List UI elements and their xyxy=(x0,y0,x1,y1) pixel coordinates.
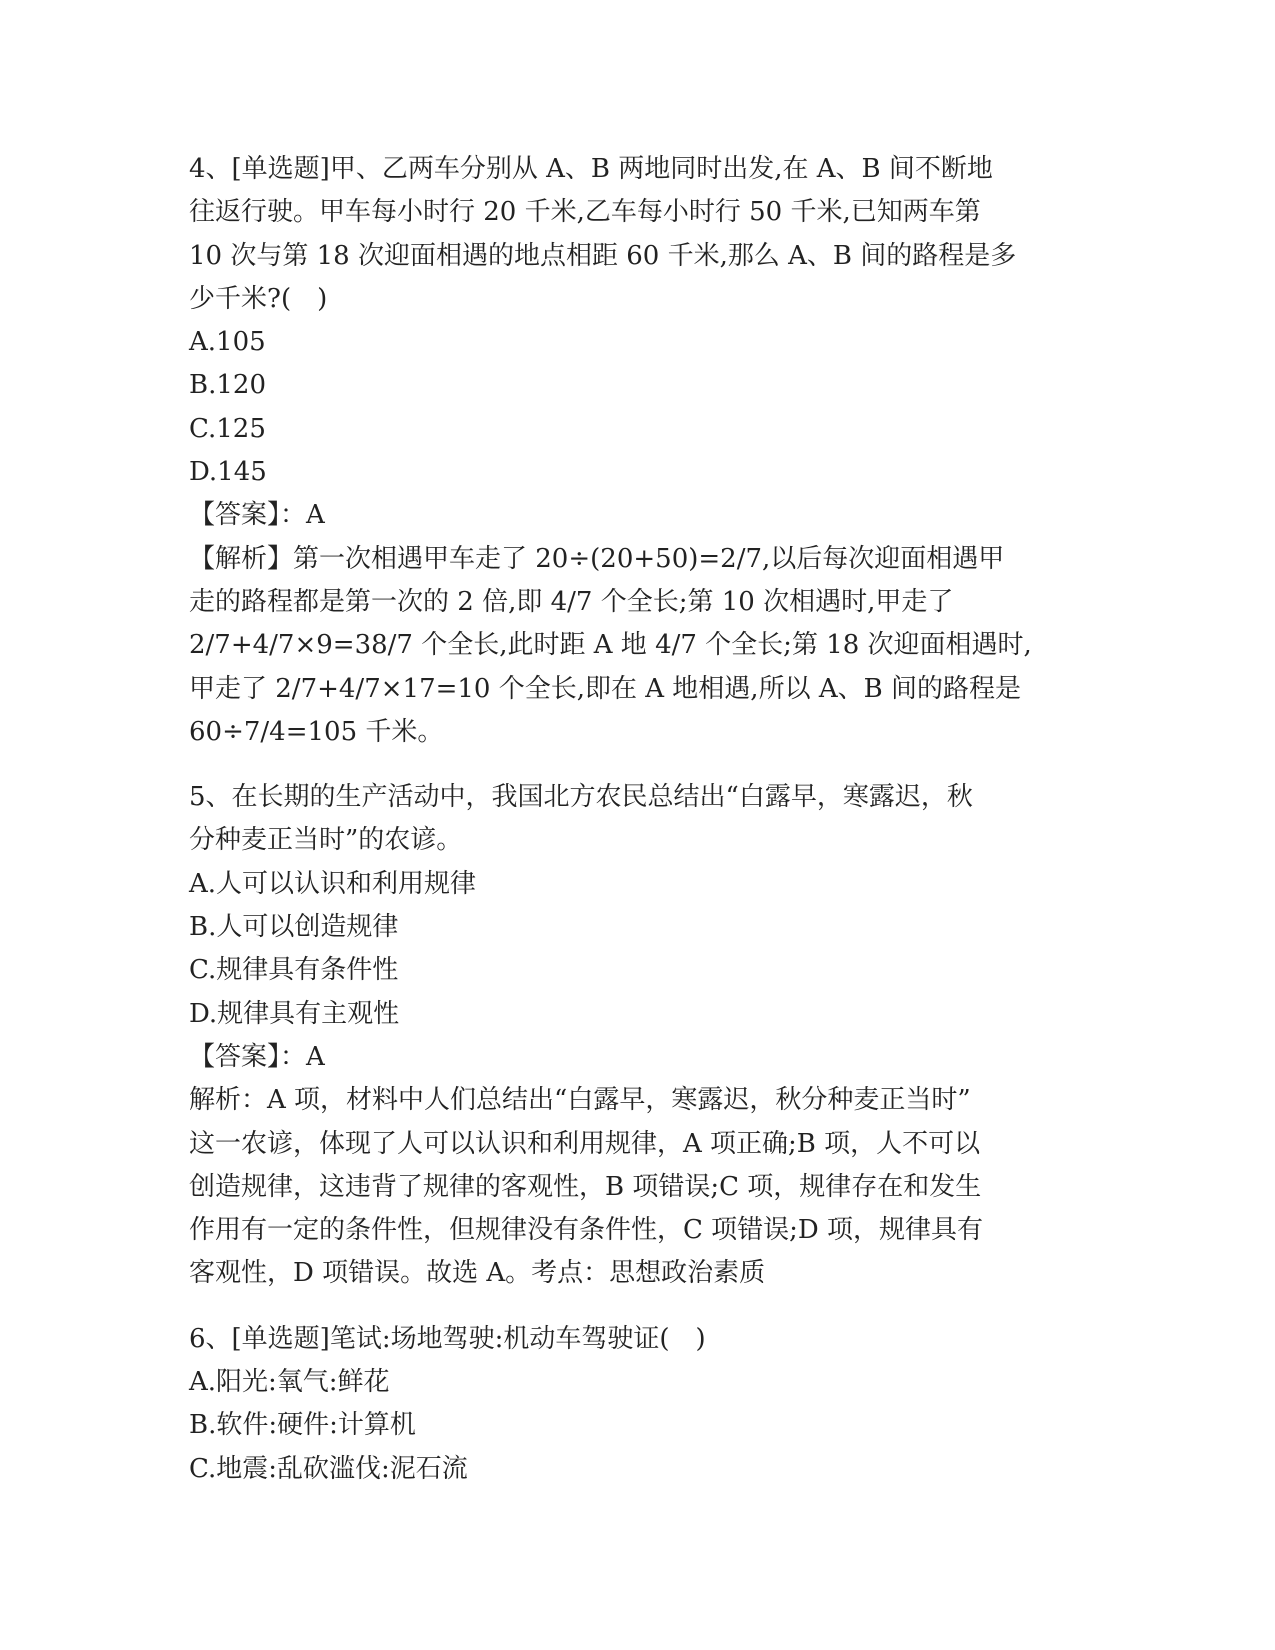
option-b: B.人可以创造规律 xyxy=(189,912,399,943)
analysis-line: 这一农谚，体现了人可以认识和利用规律，A 项正确;B 项，人不可以 xyxy=(189,1128,981,1159)
analysis-line: 作用有一定的条件性，但规律没有条件性，C 项错误;D 项，规律具有 xyxy=(189,1215,984,1246)
answer-line: 【答案】：A xyxy=(189,1041,325,1072)
question-4 xyxy=(189,148,1089,754)
option-c: C.地震:乱砍滥伐:泥石流 xyxy=(189,1453,468,1484)
option-b: B.120 xyxy=(189,370,266,401)
question-stem-line: 6、[单选题]笔试:场地驾驶:机动车驾驶证( ) xyxy=(189,1323,706,1354)
analysis-line: 创造规律，这违背了规律的客观性，B 项错误;C 项，规律存在和发生 xyxy=(189,1171,982,1202)
question-5 xyxy=(189,776,1089,1296)
question-stem-line: 10 次与第 18 次迎面相遇的地点相距 60 千米,那么 A、B 间的路程是多 xyxy=(189,240,1017,271)
option-a: A.105 xyxy=(189,327,266,358)
option-d: D.规律具有主观性 xyxy=(189,998,400,1029)
analysis-line: 60÷7/4=105 千米。 xyxy=(189,716,444,747)
analysis-line: 走的路程都是第一次的 2 倍,即 4/7 个全长;第 10 次相遇时,甲走了 xyxy=(189,586,954,617)
question-stem-line: 4、[单选题]甲、乙两车分别从 A、B 两地同时出发,在 A、B 间不断地 xyxy=(189,154,993,184)
option-a: A.人可以认识和利用规律 xyxy=(189,868,477,899)
question-6 xyxy=(189,1318,1089,1491)
analysis-line: 解析：A 项，材料中人们总结出“白露早，寒露迟，秋分种麦正当时” xyxy=(189,1085,971,1116)
option-c: C.125 xyxy=(189,413,266,444)
answer-line: 【答案】：A xyxy=(189,500,325,531)
option-a: A.阳光:氧气:鲜花 xyxy=(189,1367,390,1398)
analysis-line: 客观性，D 项错误。故选 A。考点：思想政治素质 xyxy=(189,1258,766,1289)
question-spacer xyxy=(189,754,1089,776)
analysis-line: 2/7+4/7×9=38/7 个全长,此时距 A 地 4/7 个全长;第 18 次迎面相遇时, xyxy=(189,630,1032,661)
question-stem-line: 5、在长期的生产活动中，我国北方农民总结出“白露早，寒露迟，秋 xyxy=(189,782,973,813)
option-c: C.规律具有条件性 xyxy=(189,955,399,986)
question-stem-line: 少千米?( ) xyxy=(189,283,328,314)
question-spacer xyxy=(189,1296,1089,1318)
option-b: B.软件:硬件:计算机 xyxy=(189,1410,416,1441)
analysis-line: 【解析】第一次相遇甲车走了 20÷(20+50)=2/7,以后每次迎面相遇甲 xyxy=(189,543,1005,574)
analysis-line: 甲走了 2/7+4/7×17=10 个全长,即在 A 地相遇,所以 A、B 间的路程是 xyxy=(189,673,1021,704)
question-stem-line: 往返行驶。甲车每小时行 20 千米,乙车每小时行 50 千米,已知两车第 xyxy=(189,197,981,228)
option-d: D.145 xyxy=(189,457,267,488)
document-page xyxy=(189,148,1089,1491)
question-stem-line: 分种麦正当时”的农谚。 xyxy=(189,825,463,856)
